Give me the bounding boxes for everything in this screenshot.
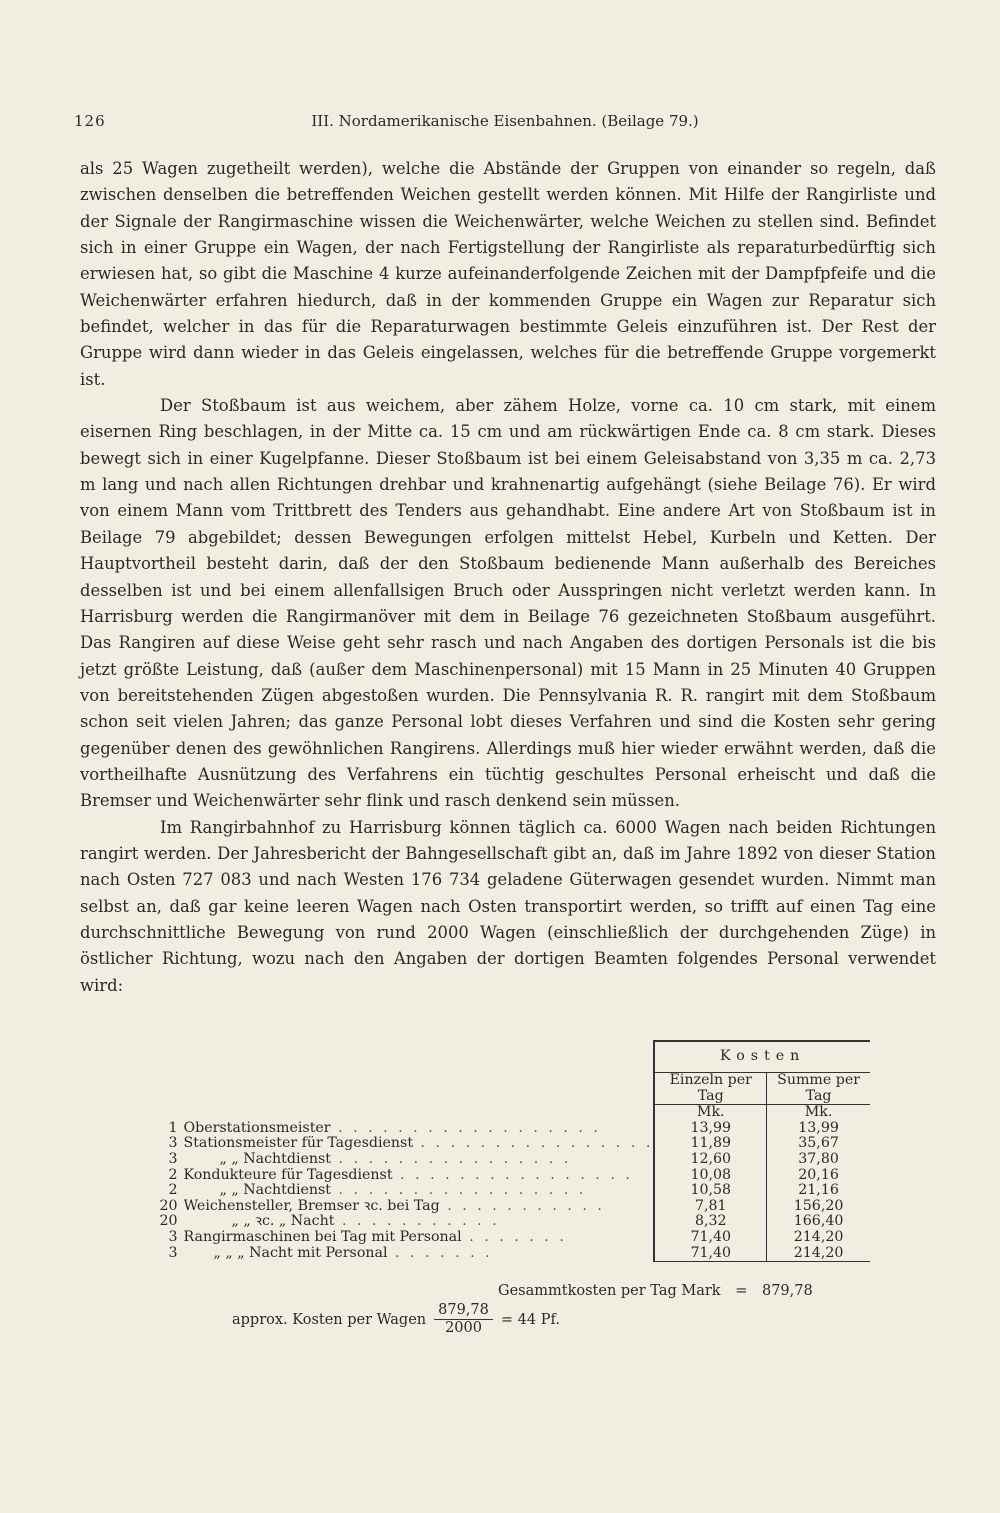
row-einzeln: 71,40 (654, 1246, 766, 1262)
row-summe: 21,16 (767, 1183, 870, 1199)
row-quantity: 2 (168, 1166, 178, 1183)
paragraph: Der Stoßbaum ist aus weichem, aber zähem Holze, vorne ca. 10 cm stark, mit einem eisernen Ring beschlagen, in der Mitte ca. 15 cm und am rückwärtigen Ende ca. 8 cm stark. Dieses bewegt sich in einer Kugelpfanne. Dieser Stoßbaum ist bei einem Geleisabstand von 3,35 m ca. 2,73 m lang und nach allen Richtungen drehbar und krahnenartig aufgehängt (siehe Beilage 76). Er wird von einem Mann vom Trittbrett des Tenders aus gehandhabt. Eine andere Art von Stoßbaum ist in Beilage 79 abgebildet; dessen Bewegungen erfolgen mittelst Hebel, Kurbeln und Ketten. Der Hauptvortheil besteht darin, daß der den Stoßbaum bedienende Mann außerhalb des Bereiches desselben ist und bei einem allenfallsigen Bruch oder Ausspringen nicht verletzt werden kann. In Harrisburg werden die Rangirmanöver mit dem in Beilage 76 gezeichneten Stoßbaum ausgeführt. Das Rangiren auf diese Weise geht sehr rasch und nach Angaben des dortigen Personals ist die bis jetzt größte Leistung, daß (außer dem Maschinenpersonal) mit 15 Mann in 25 Minuten 40 Gruppen von bereitstehenden Zügen abgestoßen wurden. Die Pennsylvania R. R. rangirt mit dem Stoßbaum schon seit vielen Jahren; das ganze Personal lobt dieses Verfahren und sind die Kosten sehr gering gegenüber denen des gewöhnlichen Rangirens. Allerdings muß hier wieder erwähnt werden, daß die vortheilhafte Ausnützung des Verfahrens ein tüchtig geschultes Personal erheischt und daß die Bremser und Weichenwärter sehr flink und rasch denkend sein müssen. (80, 396, 936, 811)
table-row: 2 Kondukteure für Tagesdienst . . . . . . . . . . . . . . . . 10,08 20,16 (150, 1168, 870, 1184)
row-description: „ „ Nachtdienst (219, 1183, 332, 1199)
row-description: Rangirmaschinen bei Tag mit Personal (183, 1229, 462, 1245)
row-description: Weichensteller, Bremser ꝛc. bei Tag (183, 1198, 440, 1214)
table-group-header: Kosten (654, 1041, 870, 1073)
column-header-summe: Summe per Tag (767, 1073, 870, 1105)
approx-fraction (434, 1302, 493, 1337)
row-einzeln: 10,08 (654, 1168, 766, 1184)
table-row: 3 Rangirmaschinen bei Tag mit Personal . . . . . . . 71,40 214,20 (150, 1230, 870, 1246)
row-quantity: 20 (159, 1197, 178, 1214)
row-summe: 35,67 (767, 1136, 870, 1152)
approx-label: approx. Kosten per Wagen (232, 1311, 427, 1328)
column-header-einzeln: Einzeln per Tag (654, 1073, 766, 1105)
row-quantity: 3 (168, 1245, 178, 1262)
body-text (80, 156, 936, 999)
page-header (74, 112, 936, 136)
row-einzeln: 10,58 (654, 1183, 766, 1199)
row-einzeln: 12,60 (654, 1152, 766, 1168)
table-row: 20 Weichensteller, Bremser ꝛc. bei Tag . . . . . . . . . . . 7,81 156,20 (150, 1199, 870, 1215)
total-equals: = (735, 1283, 748, 1299)
page-number: 126 (74, 112, 106, 130)
total-label: Gesammtkosten per Tag Mark (498, 1283, 721, 1299)
row-description: Stationsmeister für Tagesdienst (183, 1136, 414, 1152)
row-summe: 156,20 (767, 1199, 870, 1215)
row-summe: 166,40 (767, 1214, 870, 1230)
row-quantity: 20 (159, 1213, 178, 1230)
running-title: III. Nordamerikanische Eisenbahnen. (Beilage 79.) (311, 112, 699, 130)
row-description: „ „ ꝛc. „ Nacht (231, 1214, 335, 1230)
table-row: 3 „ „ Nachtdienst . . . . . . . . . . . . . . . . 12,60 37,80 (150, 1152, 870, 1168)
row-quantity: 2 (168, 1182, 178, 1199)
row-description: „ „ „ Nacht mit Personal (213, 1245, 388, 1262)
table-row: 3 Stationsmeister für Tagesdienst . . . . . . . . . . . . . . . . 11,89 35,67 (150, 1136, 870, 1152)
row-summe: 214,20 (767, 1246, 870, 1262)
row-summe: 13,99 (767, 1121, 870, 1137)
row-description: Oberstationsmeister (183, 1120, 331, 1136)
paragraph: als 25 Wagen zugetheilt werden), welche die Abstände der Gruppen von einander so regeln, daß zwischen denselben die betreffenden Weichen gestellt werden können. Mit Hilfe der Rangirliste und der Signale der Rangirmaschine wissen die Weichenwärter, welche Weichen zu stellen sind. Befindet sich in einer Gruppe ein Wagen, der nach Fertigstellung der Rangirliste als reparaturbedürftig sich erwiesen hat, so gibt die Maschine 4 kurze aufeinanderfolgende Zeichen mit der Dampfpfeife und die Weichenwärter erfahren hiedurch, daß in der kommenden Gruppe ein Wagen zur Reparatur sich befindet, welcher in das für die Reparaturwagen bestimmte Geleis einzuführen ist. Der Rest der Gruppe wird dann wieder in das Geleis eingelassen, welches für die betreffende Gruppe vorgemerkt ist. (80, 159, 936, 389)
row-description: Kondukteure für Tagesdienst (183, 1167, 393, 1183)
row-description: „ „ Nachtdienst (219, 1151, 332, 1167)
row-quantity: 3 (168, 1150, 178, 1167)
row-quantity: 1 (168, 1119, 178, 1136)
paragraph: Im Rangirbahnhof zu Harrisburg können täglich ca. 6000 Wagen nach beiden Richtungen rangirt werden. Der Jahresbericht der Bahngesellschaft gibt an, daß im Jahre 1892 von dieser Station nach Osten 727 083 und nach Westen 176 734 geladene Güterwagen gesendet wurden. Nimmt man selbst an, daß gar keine leeren Wagen nach Osten transportirt werden, so trifft auf einen Tag eine durchschnittliche Bewegung von rund 2000 Wagen (einschließlich der durchgehenden Züge) in östlicher Richtung, wozu nach den Angaben der dortigen Beamten folgendes Personal verwendet wird: (80, 817, 936, 995)
row-summe: 214,20 (767, 1230, 870, 1246)
unit-label: Mk. (654, 1105, 766, 1121)
row-quantity: 3 (168, 1228, 178, 1245)
table-row: 1 Oberstationsmeister . . . . . . . . . . . . . . . . . . 13,99 13,99 (150, 1121, 870, 1137)
fraction-denominator: 2000 (445, 1320, 482, 1336)
fraction-numerator: 879,78 (434, 1302, 493, 1320)
row-einzeln: 71,40 (654, 1230, 766, 1246)
approx-result: = 44 Pf. (500, 1311, 560, 1328)
row-quantity: 3 (168, 1135, 178, 1152)
row-summe: 20,16 (767, 1168, 870, 1184)
total-line (498, 1283, 813, 1299)
cost-table (150, 1040, 870, 1262)
total-value: 879,78 (761, 1283, 813, 1299)
row-einzeln: 7,81 (654, 1199, 766, 1215)
row-summe: 37,80 (767, 1152, 870, 1168)
unit-label: Mk. (767, 1105, 870, 1121)
row-einzeln: 8,32 (654, 1214, 766, 1230)
table-row: 3 „ „ „ Nacht mit Personal . . . . . . . 71,40 214,20 (150, 1246, 870, 1262)
table-row: 20 „ „ ꝛc. „ Nacht . . . . . . . . . . . 8,32 166,40 (150, 1214, 870, 1230)
row-einzeln: 13,99 (654, 1121, 766, 1137)
approx-cost-line (232, 1302, 560, 1337)
table-row: 2 „ „ Nachtdienst . . . . . . . . . . . . . . . . . 10,58 21,16 (150, 1183, 870, 1199)
row-einzeln: 11,89 (654, 1136, 766, 1152)
